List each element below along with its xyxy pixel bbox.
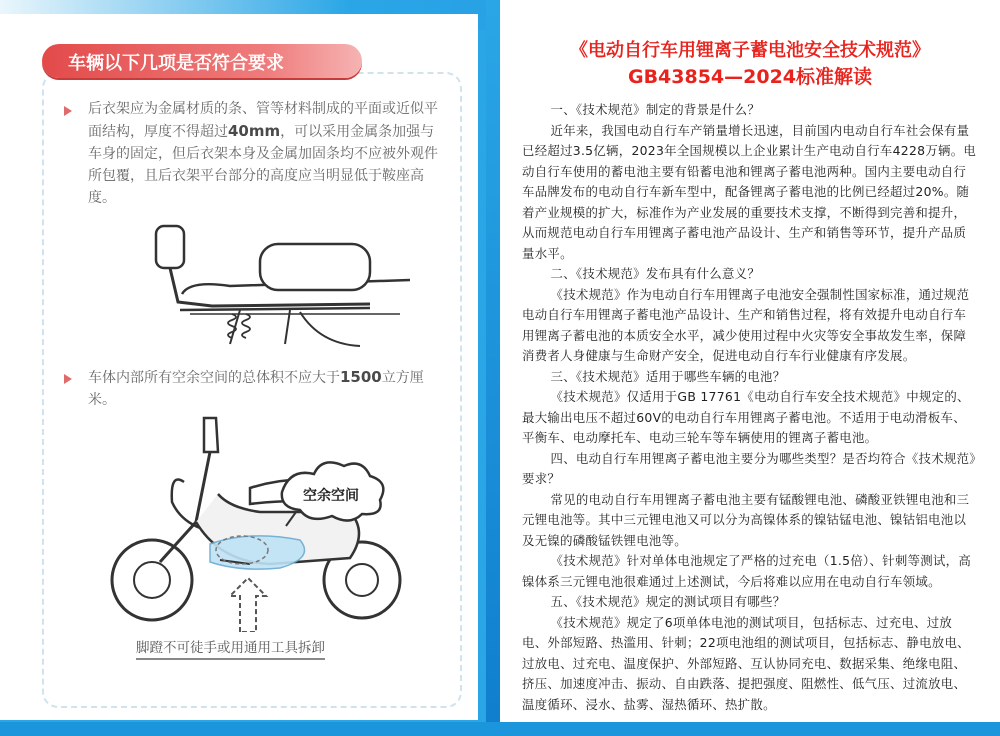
article-heading-1: 一、《技术规范》制定的背景是什么？	[550, 102, 761, 117]
article-paragraph: 《技术规范》作为电动自行车用锂离子电池安全强制性国家标准，通过规范电动自行车用锂离子蓄电池产品设计、生产和销售过程，将有效提升电动自行车用锂离子蓄电池的本质安全水平，减少使用过程中火灾等安全事故发生率，保障消费者人身健康与生命财产安全，促进电动自行车行业健康有序发展。	[522, 286, 970, 363]
rack-rule-text: 后衣架应为金属材质的条、管等材料制成的平面或近似平面结构，厚度不得超过40mm，可以采用金属条加强与车身的固定，但后衣架本身及金属加固条均不应被外观件所包覆，且后衣架平台部分的高度应当明显低于鞍座高度。	[88, 101, 438, 206]
section-label	[42, 44, 362, 78]
article-heading-2: 二、《技术规范》发布具有什么意义？	[550, 266, 761, 281]
space-rule-text: 车体内部所有空余空间的总体积不应大于1500立方厘米。	[88, 368, 424, 408]
scooter-illustration	[100, 412, 440, 632]
bullet-icon	[64, 106, 72, 116]
doc-title-line2: GB43854—2024标准解读	[627, 66, 873, 88]
article-paragraph: 近年来，我国电动自行车产销量增长迅速，目前国内电动自行车社会保有量已经超过3.5亿辆，2023年全国规模以上企业累计生产电动自行车4228万辆。电动自行车使用的蓄电池主要有铅蓄电池和锂离子蓄电池两种。国内主要电动自行车品牌发布的电动自行车新车型中，配备锂离子蓄电池的比例已经超过20%。随着产业规模的扩大，标准作为产业发展的重要技术支撑，不断得到完善和提升，从而规范电动自行车用锂离子蓄电池产品设计、生产和销售等环节，提升产品质量水平。	[522, 122, 977, 261]
doc-title-line1: 《电动自行车用锂离子蓄电池安全技术规范》	[570, 40, 930, 61]
article-body	[522, 100, 977, 715]
bullet-icon	[64, 374, 72, 384]
article-heading-4: 四、电动自行车用锂离子蓄电池主要分为哪些类型？是否均符合《技术规范》要求？	[522, 450, 976, 486]
pedal-caption: 脚蹬不可徒手或用通用工具拆卸	[136, 636, 325, 660]
article-paragraph: 《技术规范》仅适用于GB 17761《电动自行车安全技术规范》中规定的、最大输出电压不超过60V的电动自行车用锂离子蓄电池。不适用于电动滑板车、平衡车、电动摩托车、电动三轮车等车辆使用的锂离子蓄电池。	[522, 389, 970, 445]
page-divider	[486, 0, 500, 722]
rear-rack-illustration	[120, 214, 420, 354]
bottom-banner	[0, 722, 1000, 736]
empty-space-bubble-label: 空余空间	[303, 488, 359, 504]
article-paragraph: 《技术规范》针对单体电池规定了严格的过充电（1.5倍）、针刺等测试，高镍体系三元锂电池很难通过上述测试，今后将难以应用在电动自行车领域。	[522, 553, 972, 589]
article-heading-5: 五、《技术规范》规定的测试项目有哪些？	[550, 594, 786, 609]
article-paragraph: 《技术规范》规定了6项单体电池的测试项目，包括标志、过充电、过放电、外部短路、热滥用、针刺；22项电池组的测试项目，包括标志、静电放电、过放电、过充电、温度保护、外部短路、互认协同充电、数据采集、绝缘电阻、挤压、加速度冲击、振动、自由跌落、提把强度、阻燃性、低气压、过流放电、温度循环、浸水、盐雾、湿热循环、热扩散。	[522, 614, 970, 712]
article-heading-3: 三、《技术规范》适用于哪些车辆的电池？	[550, 368, 786, 384]
rack-thickness-highlight: 40mm	[228, 122, 281, 140]
section-label-text: 车辆以下几项是否符合要求	[68, 53, 284, 74]
article-paragraph: 常见的电动自行车用锂离子蓄电池主要有锰酸锂电池、磷酸亚铁锂电池和三元锂电池等。其中三元锂电池又可以分为高镍体系的镍钴锰电池、镍钴铝电池以及无镍的磷酸锰铁锂电池等。	[522, 491, 970, 548]
volume-highlight: 1500	[340, 368, 382, 386]
